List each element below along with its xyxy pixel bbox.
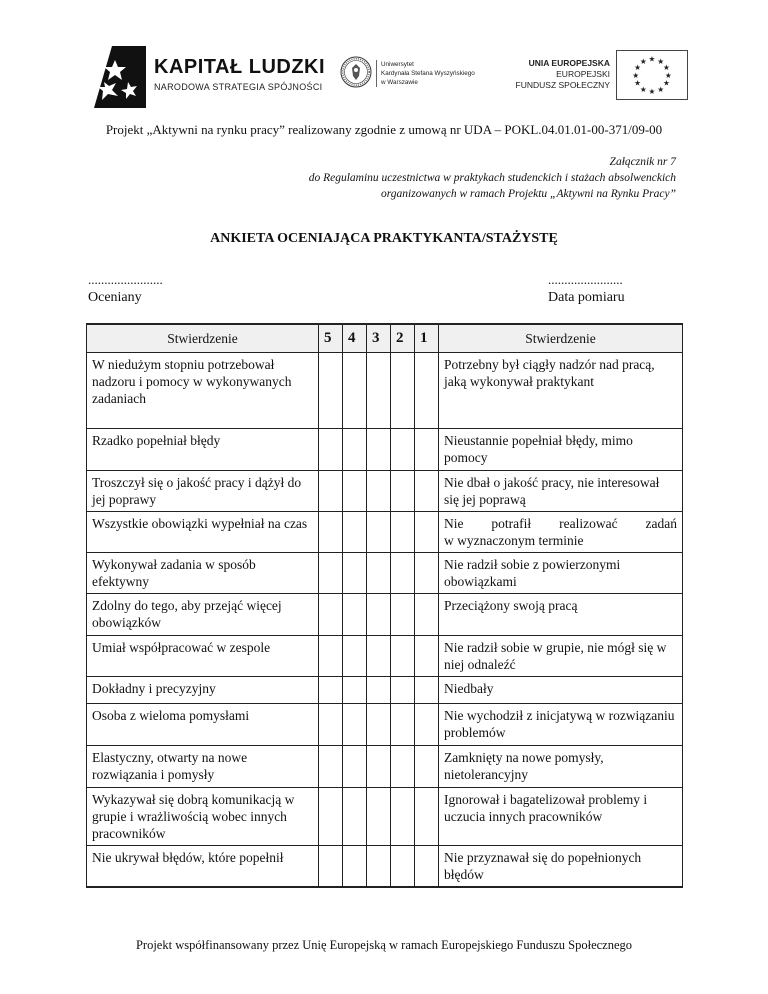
- score-cell-2[interactable]: [391, 593, 415, 635]
- score-cell-5[interactable]: [319, 787, 343, 845]
- kapital-ludzki-subtitle: NARODOWA STRATEGIA SPÓJNOŚCI: [154, 82, 323, 92]
- negative-statement: Przeciążony swoją pracą: [439, 593, 683, 635]
- header-score-4: 4: [343, 324, 367, 352]
- score-cell-5[interactable]: [319, 352, 343, 428]
- negative-statement: Nie radził sobie w grupie, nie mógł się w niej odnaleźć: [439, 635, 683, 676]
- svg-text:★: ★: [648, 87, 656, 97]
- university-line-1: Uniwersytet: [381, 61, 414, 68]
- score-cell-1[interactable]: [415, 745, 439, 787]
- kapital-ludzki-mark-icon: [92, 44, 148, 110]
- negative-statement: Nie wychodził z inicjatywą w rozwiązaniu problemów: [439, 703, 683, 745]
- table-row: [87, 470, 683, 511]
- score-cell-2[interactable]: [391, 787, 415, 845]
- score-cell-1[interactable]: [415, 635, 439, 676]
- negative-statement: Nie przyznawał się do popełnionych błędów: [439, 845, 683, 887]
- score-cell-1[interactable]: [415, 593, 439, 635]
- score-cell-3[interactable]: [367, 552, 391, 593]
- page-title: ANKIETA OCENIAJĄCA PRAKTYKANTA/STAŻYSTĘ: [210, 231, 558, 246]
- table-row: [87, 635, 683, 676]
- score-cell-2[interactable]: [391, 552, 415, 593]
- score-cell-3[interactable]: [367, 845, 391, 887]
- eu-line-1: UNIA EUROPEJSKA: [528, 58, 610, 68]
- score-cell-2[interactable]: [391, 428, 415, 470]
- score-cell-5[interactable]: [319, 745, 343, 787]
- score-cell-1[interactable]: [415, 676, 439, 703]
- score-cell-2[interactable]: [391, 635, 415, 676]
- kapital-ludzki-logo: [92, 44, 327, 110]
- survey-table: [86, 323, 683, 888]
- svg-text:★: ★: [632, 70, 640, 80]
- assessed-dots[interactable]: .......................: [88, 272, 163, 287]
- header-statement-left: Stwierdzenie: [87, 324, 319, 352]
- score-cell-3[interactable]: [367, 470, 391, 511]
- score-cell-1[interactable]: [415, 352, 439, 428]
- score-cell-4[interactable]: [343, 845, 367, 887]
- score-cell-3[interactable]: [367, 635, 391, 676]
- positive-statement: Zdolny do tego, aby przejąć więcej obowiązków: [87, 593, 319, 635]
- project-line: Projekt „Aktywni na rynku pracy” realizowany zgodnie z umową nr UDA – POKL.04.01.01-00-371/09-00: [105, 122, 663, 137]
- assessed-label: Oceniany: [88, 290, 142, 305]
- score-cell-2[interactable]: [391, 352, 415, 428]
- score-cell-4[interactable]: [343, 745, 367, 787]
- score-cell-4[interactable]: [343, 787, 367, 845]
- score-cell-4[interactable]: [343, 593, 367, 635]
- header-statement-right: Stwierdzenie: [439, 324, 683, 352]
- positive-statement: Rzadko popełniał błędy: [87, 428, 319, 470]
- table-row: [87, 511, 683, 552]
- negative-statement: [439, 511, 683, 552]
- svg-text:★: ★: [634, 63, 642, 73]
- positive-statement: Osoba z wieloma pomysłami: [87, 703, 319, 745]
- negative-statement-line-1: Nie potrafił realizować zadań: [444, 515, 677, 531]
- svg-text:★: ★: [657, 84, 665, 94]
- positive-statement: Troszczył się o jakość pracy i dążył do jej poprawy: [87, 470, 319, 511]
- table-row: [87, 352, 683, 428]
- annex-line-2: do Regulaminu uczestnictwa w praktykach studenckich i stażach absolwenckich: [308, 172, 676, 184]
- score-cell-4[interactable]: [343, 635, 367, 676]
- score-cell-4[interactable]: [343, 352, 367, 428]
- score-cell-3[interactable]: [367, 676, 391, 703]
- header-score-3: 3: [367, 324, 391, 352]
- score-cell-3[interactable]: [367, 745, 391, 787]
- table-row: [87, 787, 683, 845]
- negative-statement: Nieustannie popełniał błędy, mimo pomocy: [439, 428, 683, 470]
- positive-statement: Dokładny i precyzyjny: [87, 676, 319, 703]
- annex-note: [309, 154, 676, 202]
- negative-statement: Nie dbał o jakość pracy, nie interesował się jej poprawą: [439, 470, 683, 511]
- eu-logo: [508, 50, 688, 100]
- score-cell-5[interactable]: [319, 845, 343, 887]
- score-cell-3[interactable]: [367, 703, 391, 745]
- svg-text:★: ★: [639, 84, 647, 94]
- score-cell-5[interactable]: [319, 593, 343, 635]
- table-header-row: [87, 324, 683, 352]
- score-cell-2[interactable]: [391, 470, 415, 511]
- table-row: [87, 676, 683, 703]
- score-cell-2[interactable]: [391, 845, 415, 887]
- university-seal-icon: [340, 56, 372, 88]
- header-score-2: 2: [391, 324, 415, 352]
- svg-text:★: ★: [662, 78, 670, 88]
- annex-line-1: Załącznik nr 7: [609, 156, 676, 168]
- university-line-3: w Warszawie: [381, 79, 418, 86]
- positive-statement: Umiał współpracować w zespole: [87, 635, 319, 676]
- positive-statement: Wykazywał się dobrą komunikacją w grupie i wrażliwością wobec innych pracowników: [87, 787, 319, 845]
- score-cell-5[interactable]: [319, 511, 343, 552]
- score-cell-5[interactable]: [319, 428, 343, 470]
- table-row: [87, 703, 683, 745]
- score-cell-5[interactable]: [319, 703, 343, 745]
- svg-text:★: ★: [648, 54, 656, 64]
- score-cell-1[interactable]: [415, 552, 439, 593]
- score-cell-2[interactable]: [391, 676, 415, 703]
- score-cell-2[interactable]: [391, 703, 415, 745]
- score-cell-3[interactable]: [367, 428, 391, 470]
- table-row: [87, 745, 683, 787]
- positive-statement: Wszystkie obowiązki wypełniał na czas: [87, 511, 319, 552]
- score-cell-3[interactable]: [367, 352, 391, 428]
- eu-line-3: FUNDUSZ SPOŁECZNY: [515, 80, 610, 90]
- university-line-2: Kardynała Stefana Wyszyńskiego: [381, 70, 475, 77]
- kapital-ludzki-title: KAPITAŁ LUDZKI: [154, 56, 326, 78]
- svg-text:★: ★: [634, 78, 642, 88]
- positive-statement: Nie ukrywał błędów, które popełnił: [87, 845, 319, 887]
- positive-statement: Wykonywał zadania w sposób efektywny: [87, 552, 319, 593]
- negative-statement-line-2: w wyznaczonym terminie: [444, 532, 584, 548]
- score-cell-4[interactable]: [343, 470, 367, 511]
- table-row: [87, 845, 683, 887]
- score-cell-1[interactable]: [415, 845, 439, 887]
- score-cell-3[interactable]: [367, 511, 391, 552]
- score-cell-1[interactable]: [415, 428, 439, 470]
- eu-line-2: EUROPEJSKI: [556, 69, 610, 79]
- header-score-5: 5: [319, 324, 343, 352]
- negative-statement: Nie radził sobie z powierzonymi obowiązkami: [439, 552, 683, 593]
- svg-text:★: ★: [657, 56, 665, 66]
- score-cell-4[interactable]: [343, 552, 367, 593]
- university-name: [376, 60, 475, 87]
- svg-text:★: ★: [664, 70, 672, 80]
- table-row: [87, 428, 683, 470]
- annex-line-3: organizowanych w ramach Projektu „Aktywni na Rynku Pracy”: [380, 188, 676, 200]
- date-label: Data pomiaru: [548, 290, 625, 305]
- header-score-1: 1: [415, 324, 439, 352]
- university-logo: [340, 56, 490, 96]
- score-cell-4[interactable]: [343, 428, 367, 470]
- score-cell-4[interactable]: [343, 511, 367, 552]
- score-cell-5[interactable]: [319, 552, 343, 593]
- svg-text:★: ★: [662, 63, 670, 73]
- negative-statement: Ignorował i bagatelizował problemy i uczucia innych pracowników: [439, 787, 683, 845]
- score-cell-5[interactable]: [319, 676, 343, 703]
- negative-statement: Niedbały: [439, 676, 683, 703]
- score-cell-4[interactable]: [343, 703, 367, 745]
- score-cell-1[interactable]: [415, 703, 439, 745]
- eu-text: [516, 58, 610, 91]
- table-row: [87, 552, 683, 593]
- footer-note: Projekt współfinansowany przez Unię Europejską w ramach Europejskiego Funduszu Społecznego: [135, 938, 633, 952]
- score-cell-1[interactable]: [415, 787, 439, 845]
- positive-statement: W niedużym stopniu potrzebował nadzoru i pomocy w wykonywanych zadaniach: [87, 352, 319, 428]
- score-cell-1[interactable]: [415, 511, 439, 552]
- positive-statement: Elastyczny, otwarty na nowe rozwiązania i pomysły: [87, 745, 319, 787]
- score-cell-4[interactable]: [343, 676, 367, 703]
- score-cell-3[interactable]: [367, 593, 391, 635]
- score-cell-1[interactable]: [415, 470, 439, 511]
- svg-text:★: ★: [639, 56, 647, 66]
- negative-statement: Zamknięty na nowe pomysły, nietolerancyjny: [439, 745, 683, 787]
- table-row: [87, 593, 683, 635]
- date-dots[interactable]: .......................: [548, 272, 623, 287]
- score-cell-5[interactable]: [319, 635, 343, 676]
- negative-statement: Potrzebny był ciągły nadzór nad pracą, jaką wykonywał praktykant: [439, 352, 683, 428]
- score-cell-2[interactable]: [391, 745, 415, 787]
- score-cell-5[interactable]: [319, 470, 343, 511]
- eu-flag-icon: [616, 50, 688, 100]
- score-cell-2[interactable]: [391, 511, 415, 552]
- score-cell-3[interactable]: [367, 787, 391, 845]
